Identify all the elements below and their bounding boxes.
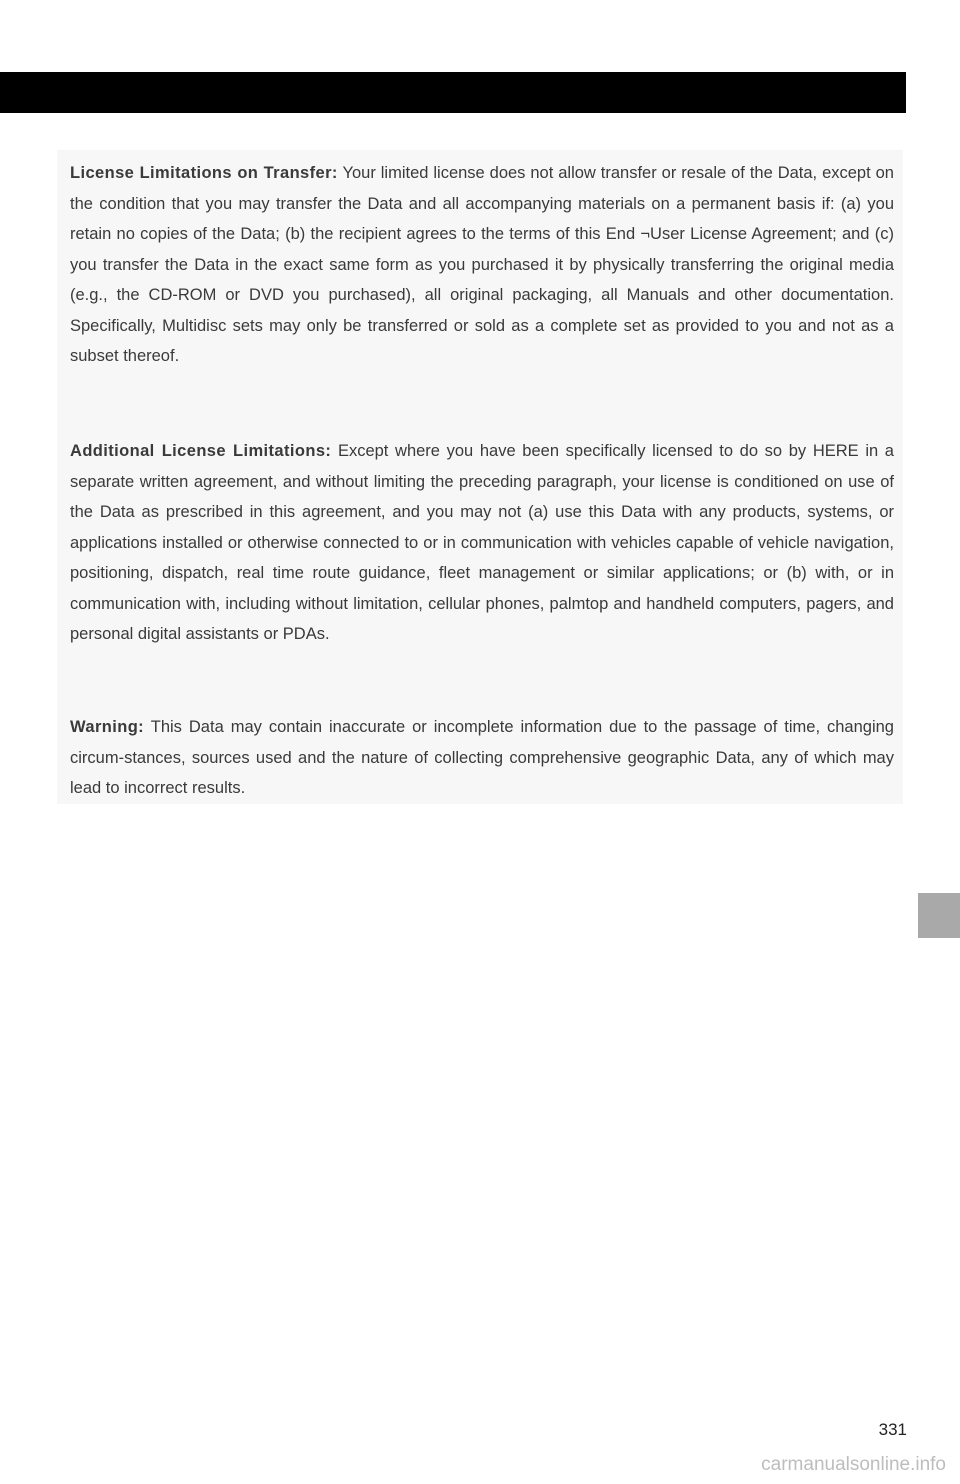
section-additional-license-limitations xyxy=(70,436,894,650)
section-label: Warning: xyxy=(70,718,145,736)
section-license-limitations-on-transfer xyxy=(70,158,894,372)
page-number: 331 xyxy=(878,1420,907,1439)
section-text: Your limited license does not allow transfer or resale of the Data, except on the condition that you may transfer the Data and all accompanying materials on a permanent basis if: (a) you retain no copies of the Data; (b) the recipient agrees to the terms of this End ¬User License Agreement; and (c) you transfer the Data in the exact same form as you purchased it by physically transferring the original media (e.g., the CD-ROM or DVD you purchased), all original packaging, all Manuals and other documentation. Specifically, Multidisc sets may only be transferred or sold as a complete set as provided to you and not as a subset thereof. xyxy=(70,164,894,365)
chapter-side-tab xyxy=(918,893,960,938)
section-label: License Limitations on Transfer: xyxy=(70,164,338,182)
section-warning xyxy=(70,712,894,804)
section-text: Except where you have been specifically licensed to do so by HERE in a separate written agreement, and without limiting the preceding paragraph, your license is conditioned on use of the Data as prescribed in this agreement, and you may not (a) use this Data with any products, systems, or applications installed or otherwise connected to or in communication with vehicles capable of vehicle navigation, positioning, dispatch, real time route guidance, fleet management or similar applications; or (b) with, or in communication with, including without limitation, cellular phones, palmtop and handheld computers, pagers, and personal digital assistants or PDAs. xyxy=(70,442,894,643)
header-bar xyxy=(0,72,906,113)
section-text: This Data may contain inaccurate or incomplete information due to the passage of time, changing circum-stances, sources used and the nature of collecting comprehensive geographic Data, any of which may lead to incorrect results. xyxy=(70,718,894,797)
section-label: Additional License Limitations: xyxy=(70,442,332,460)
watermark: carmanualsonline.info xyxy=(761,1454,946,1475)
